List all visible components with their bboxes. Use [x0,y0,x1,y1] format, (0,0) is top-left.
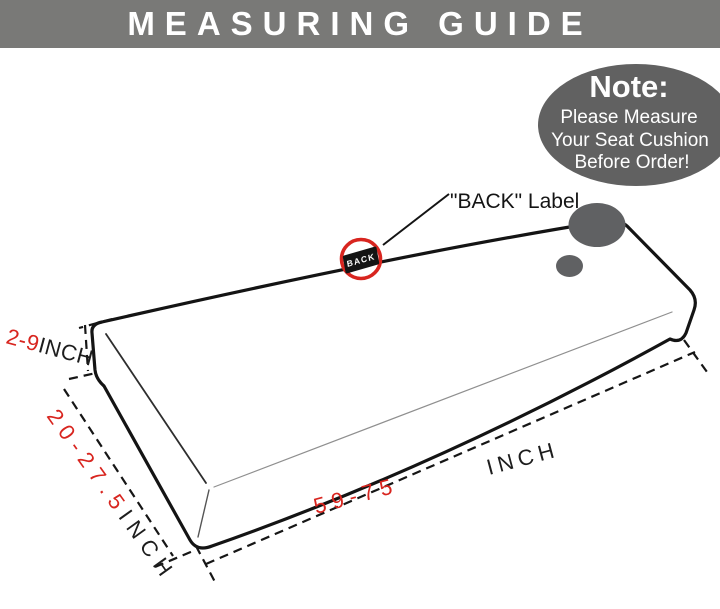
back-tag-text: BACK [346,251,376,269]
note-title: Note: [589,69,669,104]
dim-length-end-tick [684,340,707,372]
dim-corner-tick [196,546,215,582]
dim-depth-unit: INCH [113,505,182,587]
page-title: MEASURING GUIDE [127,5,593,42]
dim-length-value: 59-75 [310,472,401,519]
note-line-2: Your Seat Cushion [551,130,709,151]
back-label-text: "BACK" Label [450,190,580,213]
decorative-dot-small [556,255,583,277]
note-line-3: Before Order! [574,152,690,173]
dim-height-extension-bottom [69,373,96,379]
dim-length-unit: INCH [483,436,562,480]
dim-height-unit: INCH [35,332,97,371]
dim-depth-value: 20-27.5 [41,404,135,520]
cushion-outline [92,221,695,548]
dim-height-text [4,324,97,371]
dim-height-value: 2-9 [3,323,43,357]
back-callout-line [383,194,449,245]
note-line-1: Please Measure [560,107,698,128]
